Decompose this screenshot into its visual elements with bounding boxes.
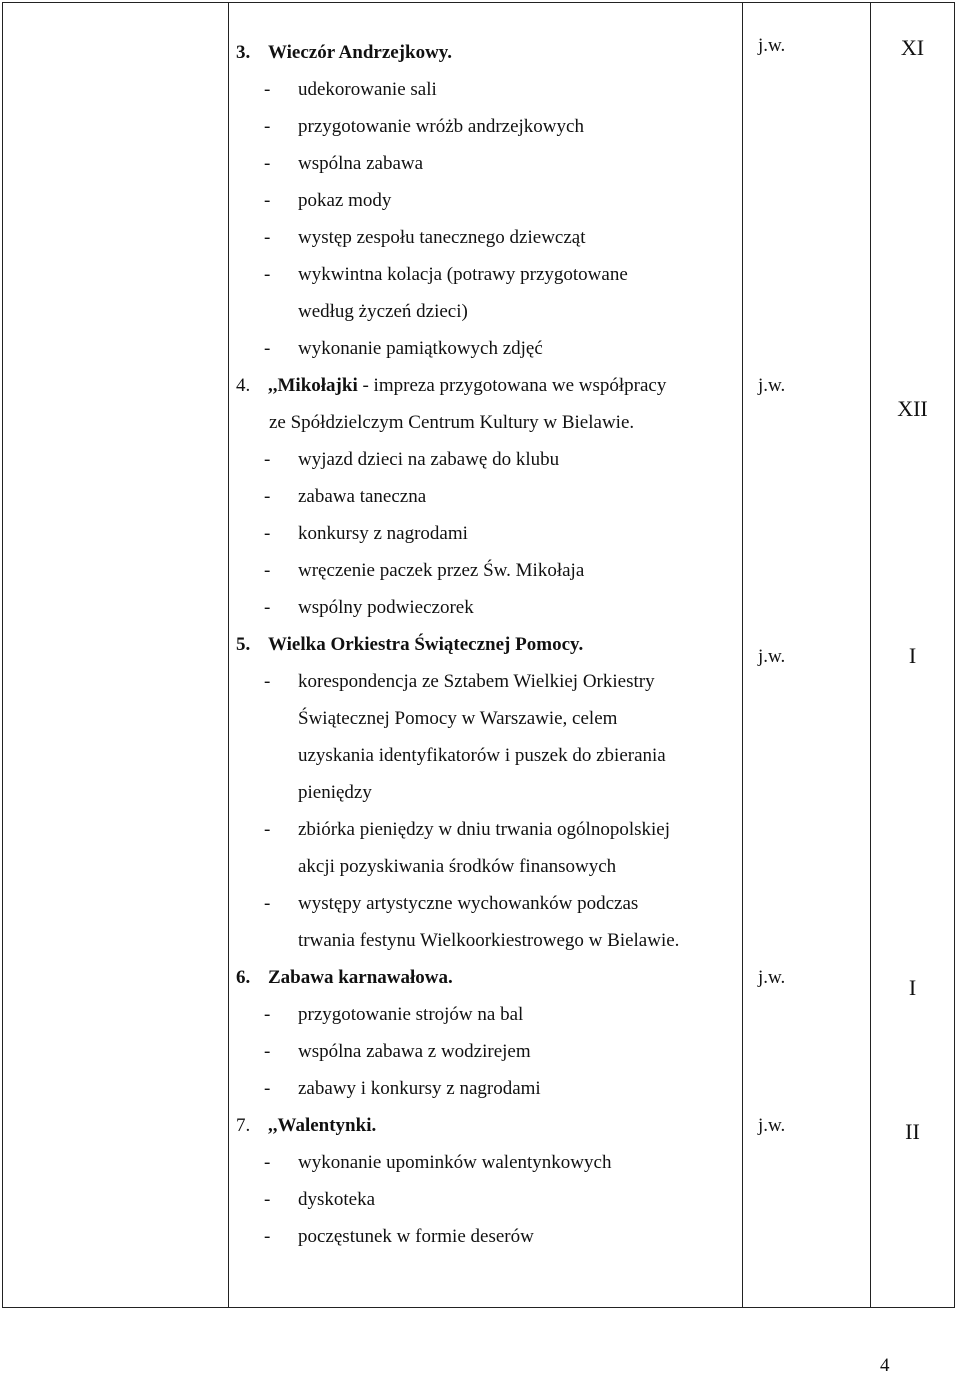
list-item: - występ zespołu tanecznego dziewcząt	[264, 227, 586, 248]
list-item: - przygotowanie strojów na bal	[264, 1004, 524, 1025]
list-item-continuation: według życzeń dzieci)	[298, 301, 468, 322]
list-item: - wyjazd dzieci na zabawę do klubu	[264, 449, 560, 470]
month-cell: I	[908, 975, 917, 1000]
page-number: 4	[880, 1355, 890, 1376]
list-item: - wręczenie paczek przez Św. Mikołaja	[264, 560, 585, 581]
month-cell: I	[908, 643, 917, 668]
list-item: - wykwintna kolacja (potrawy przygotowane	[264, 264, 628, 285]
list-item: - poczęstunek w formie deserów	[264, 1226, 534, 1247]
list-item: - zabawa taneczna	[264, 486, 427, 507]
responsible-cell: j.w.	[758, 1115, 786, 1136]
section-title-continuation: ze Spółdzielczym Centrum Kultury w Bielawie.	[269, 412, 635, 433]
list-item-continuation: trwania festynu Wielkoorkiestrowego w Bielawie.	[298, 930, 680, 951]
section-title: 6. Zabawa karnawałowa.	[236, 967, 453, 988]
list-item: - udekorowanie sali	[264, 79, 437, 100]
list-item: - dyskoteka	[264, 1189, 376, 1210]
list-item: - konkursy z nagrodami	[264, 523, 468, 544]
month-cell: XII	[897, 396, 928, 421]
list-item: - pokaz mody	[264, 190, 392, 211]
month-cell: II	[905, 1119, 920, 1144]
list-item: - zabawy i konkursy z nagrodami	[264, 1078, 541, 1099]
list-item: - zbiórka pieniędzy w dniu trwania ogólnopolskiej	[264, 819, 670, 840]
section-title: 5. Wielka Orkiestra Świątecznej Pomocy.	[236, 634, 584, 655]
section-title: 4. ,,Mikołajki - impreza przygotowana we współpracy	[236, 375, 667, 396]
responsible-cell: j.w.	[758, 375, 786, 396]
list-item-continuation: akcji pozyskiwania środków finansowych	[298, 856, 617, 877]
list-item-continuation: pieniędzy	[298, 782, 372, 803]
list-item: - wykonanie pamiątkowych zdjęć	[264, 338, 543, 359]
responsible-cell: j.w.	[758, 967, 786, 988]
list-item: - wspólna zabawa	[264, 153, 424, 174]
responsible-cell: j.w.	[758, 35, 786, 56]
list-item: - przygotowanie wróżb andrzejkowych	[264, 116, 584, 137]
list-item: - wspólna zabawa z wodzirejem	[264, 1041, 531, 1062]
list-item-continuation: uzyskania identyfikatorów i puszek do zbierania	[298, 745, 666, 766]
section-title: 3. Wieczór Andrzejkowy.	[236, 42, 452, 63]
section-title: 7. ,,Walentynki.	[236, 1115, 377, 1136]
column-divider	[228, 3, 229, 1307]
list-item: - wspólny podwieczorek	[264, 597, 474, 618]
month-cell: XI	[900, 35, 925, 60]
list-item: - występy artystyczne wychowanków podczas	[264, 893, 639, 914]
list-item-continuation: Świątecznej Pomocy w Warszawie, celem	[298, 708, 618, 729]
list-item: - wykonanie upominków walentynkowych	[264, 1152, 612, 1173]
responsible-cell: j.w.	[758, 646, 786, 667]
list-item: - korespondencja ze Sztabem Wielkiej Orkiestry	[264, 671, 655, 692]
column-divider	[742, 3, 743, 1307]
